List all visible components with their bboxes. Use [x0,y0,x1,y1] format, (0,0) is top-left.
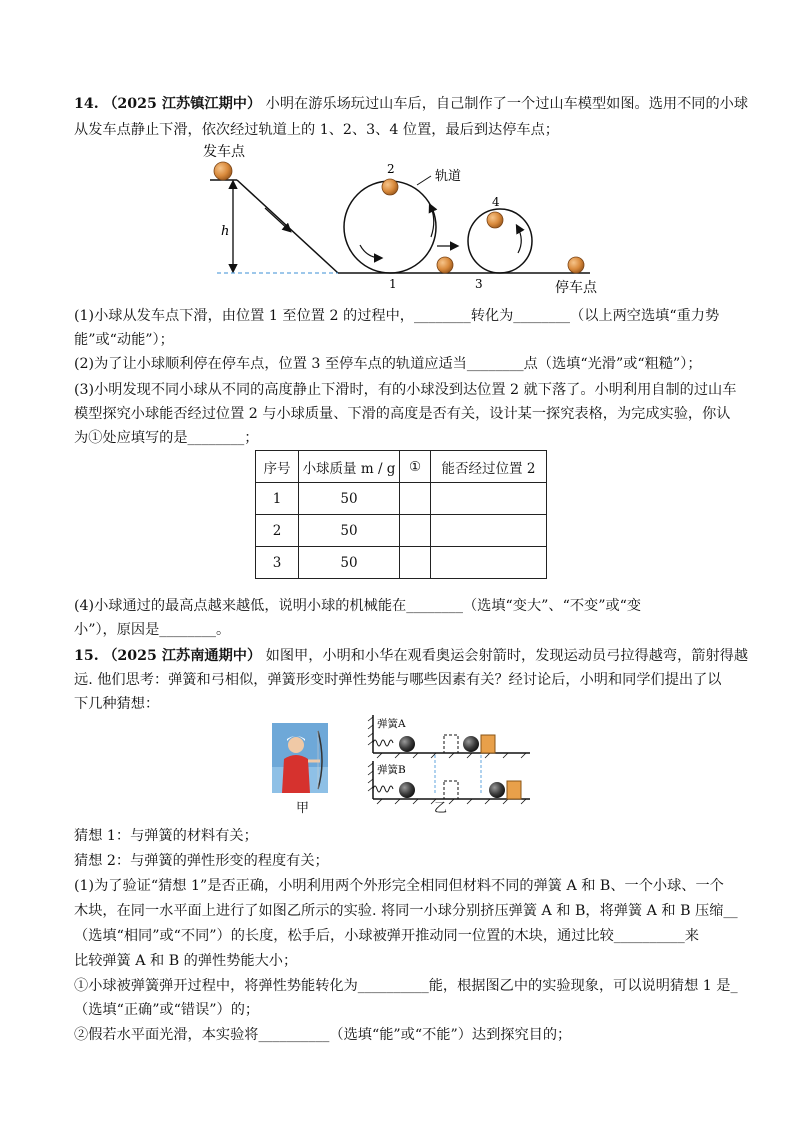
q14-intro-a: 小明在游乐场玩过山车后，自己制作了一个过山车模型如图。选用不同的小球 [265,96,749,112]
spring-experiment-figure [365,715,535,815]
q14-part-4-line-2: 小”），原因是________。 [74,622,231,638]
height-label: h [221,224,230,239]
track-label: 轨道 [435,169,462,184]
header-blank-1: ① [400,451,431,483]
cell-index: 3 [256,547,299,579]
ball-position-2 [382,179,398,195]
position-1-label: 1 [389,277,397,291]
q14-part-2: (2)为了让小球顺利停在停车点，位置 3 至停车点的轨道应适当________点（选填“光滑”或“粗糙”）； [74,356,702,372]
start-point-label: 发车点 [203,144,245,160]
cell-blank [400,515,431,547]
q15-intro-line-1 [74,646,749,666]
q14-part-4-line-1: (4)小球通过的最高点越来越低，说明小球的机械能在________（选填“变大”、“不变”或“变 [74,598,642,614]
q14-source: （2025 江苏镇江期中） [103,96,262,112]
q15-sub-2: ②假若水平面光滑，本实验将__________（选填“能”或“不能”）达到探究目的； [74,1027,572,1043]
cell-result [431,515,547,547]
q15-part-1-line-2: 木块，在同一水平面上进行了如图乙所示的实验. 将同一小球分别挤压弹簧 A 和 B，将弹簧 A 和 B 压缩__ [74,903,738,919]
figure-a-caption: 甲 [296,801,310,816]
ball-start [214,162,232,180]
cell-index: 2 [256,515,299,547]
q14-part-3-line-1: (3)小明发现不同小球从不同的高度静止下滑时，有的小球没到达位置 2 就下落了。小明利用自制的过山车 [74,382,737,398]
q14-part-3-line-2: 模型探究小球能否经过位置 2 与小球质量、下滑的高度是否有关，设计某一探究表格，为完成实验，你认 [74,406,731,422]
figure-b-caption: 乙 [434,801,448,816]
ball-stop [568,257,584,273]
guess-1: 猜想 1：与弹簧的材料有关； [74,828,258,844]
spring-b-label: 弹簧B [377,764,406,776]
guess-2: 猜想 2：与弹簧的弹性形变的程度有关； [74,853,329,869]
q14-part-1-line-1: (1)小球从发车点下滑，由位置 1 至位置 2 的过程中，________转化为________（以上两空选填“重力势 [74,308,720,324]
q15-intro-line-3: 下几种猜想： [74,696,160,712]
roller-coaster-figure [195,140,615,300]
table-row [256,483,547,515]
q15-source: （2025 江苏南通期中） [103,648,262,664]
ball-position-3 [437,257,453,273]
q15-intro-a: 如图甲，小明和小华在观看奥运会射箭时，发现运动员弓拉得越弯，箭射得越 [265,648,749,664]
cell-blank [400,547,431,579]
q15-sub-1-line-1: ①小球被弹簧弹开过程中，将弹性势能转化为__________能，根据图乙中的实验现象，可以说明猜想 1 是_ [74,978,738,994]
cell-mass: 50 [299,515,400,547]
position-3-label: 3 [475,277,483,291]
q14-number: 14. [74,96,99,112]
experiment-table [255,450,547,579]
cell-mass: 50 [299,483,400,515]
q14-intro-line-1 [74,94,749,114]
track-slope [237,180,338,273]
table-header-row [256,451,547,483]
header-pass-position-2: 能否经过位置 2 [431,451,547,483]
q15-part-1-line-1: (1)为了验证“猜想 1”是否正确，小明利用两个外形完全相同但材料不同的弹簧 A 和 B、一个小球、一个 [74,878,724,894]
spring-a-label: 弹簧A [377,718,406,730]
q14-part-1-line-2: 能”或“动能”）； [74,332,174,348]
position-4-label: 4 [492,195,500,209]
table-row [256,515,547,547]
header-index: 序号 [256,451,299,483]
q15-number: 15. [74,648,99,664]
cell-blank [400,483,431,515]
ball-spring-b [399,782,415,798]
cell-mass: 50 [299,547,400,579]
archer-photo [272,723,328,793]
ball-spring-a [399,736,415,752]
position-2-label: 2 [387,162,395,176]
cell-result [431,483,547,515]
q15-sub-1-line-2: （选填“正确”或“错误”）的； [74,1002,260,1018]
wooden-block-b [507,781,521,799]
stop-point-label: 停车点 [555,280,597,296]
q15-part-1-line-4: 比较弹簧 A 和 B 的弹性势能大小； [74,953,298,969]
ball-position-4 [487,212,503,228]
cell-index: 1 [256,483,299,515]
q14-intro-line-2: 从发车点静止下滑，依次经过轨道上的 1、2、3、4 位置，最后到达停车点； [74,122,559,138]
cell-result [431,547,547,579]
wooden-block-a [481,735,495,753]
header-mass: 小球质量 m / g [299,451,400,483]
q15-intro-line-2: 远. 他们思考：弹簧和弓相似，弹簧形变时弹性势能与哪些因素有关？经讨论后，小明和同学们提出了以 [74,672,722,688]
table-row [256,547,547,579]
q15-part-1-line-3: （选填“相同”或“不同”）的长度，松手后，小球被弹开推动同一位置的木块，通过比较__________来 [74,928,699,944]
q14-part-3-line-3: 为①处应填写的是________； [74,430,259,446]
